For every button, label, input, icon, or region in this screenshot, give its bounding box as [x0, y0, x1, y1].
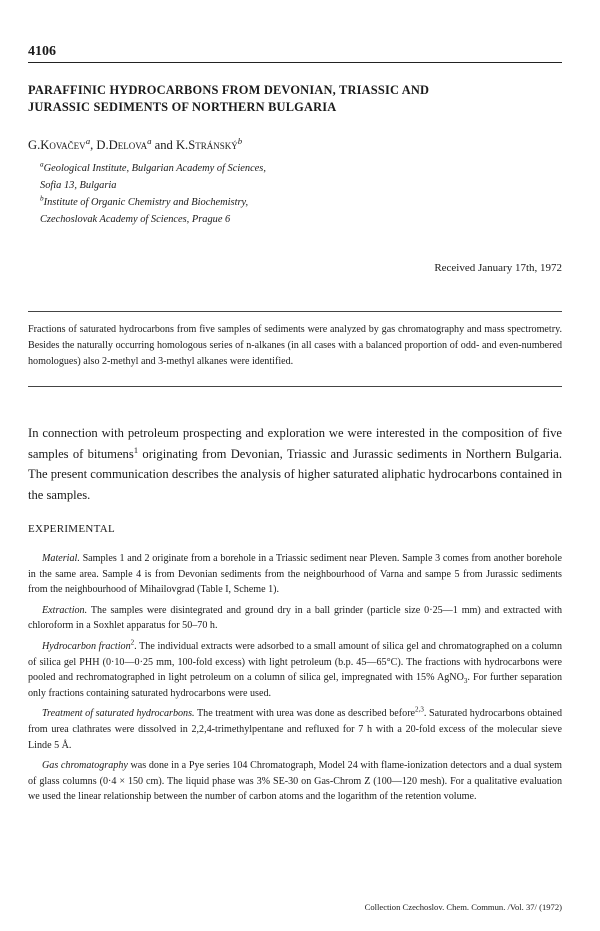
- author-2-mark: a: [147, 135, 152, 146]
- paragraph-treatment: Treatment of saturated hydrocarbons. The treatment with urea was done as described before$^{2,3}$. Saturated hydrocarbons obtained from urea clathrates were dissolved in 2,2,4-trimethylpentane and refluxed for 7 h with a 20-fold excess of the molecular sieve Linde 5 Å.: [28, 705, 562, 751]
- author-delova: D.Delova: [96, 138, 148, 152]
- citation-1: 1: [133, 444, 139, 455]
- affiliation-b-line-1: $^b$Institute of Organic Chemistry and Biochemistry,: [40, 194, 249, 208]
- author-1-mark: a: [85, 135, 91, 146]
- header-rule: [28, 62, 562, 63]
- abstract-rule-bottom: [28, 386, 562, 387]
- article-title: [28, 82, 568, 116]
- experimental-body: [28, 551, 562, 810]
- author-separator-2: and: [151, 138, 176, 152]
- agno3-subscript: 3: [463, 677, 468, 686]
- title-line-2: JURASSIC SEDIMENTS OF NORTHERN BULGARIA: [28, 100, 337, 114]
- author-stransky: K.Stránský: [175, 138, 238, 152]
- citation-2-3: 2,3: [415, 705, 424, 714]
- abstract-rule-top: [28, 311, 562, 312]
- journal-footer: Collection Czechoslov. Chem. Commun. /Vol. 37/ (1972): [364, 902, 562, 912]
- paragraph-extraction: Extraction. The samples were disintegrated and ground dry in a ball grinder (particle size 0·25—1 mm) and extracted with chloroform in a Soxhlet apparatus for 50–70 h.: [28, 604, 562, 632]
- paragraph-hydrocarbon-fraction: Hydrocarbon fraction$^2$. The individual extracts were adsorbed to a small amount of silica gel and chromatographed on a column of silica gel PHH (0·10—0·25 mm, 100-fold excess) with light petroleum (b.p. 45—65°C). The fractions with hydrocarbons were pooled and rechromatographed in light petroleum on a column of silica gel, impregnated with 15% AgNO$_3$. For further separation only fractions containing saturated hydrocarbons were used.: [28, 638, 562, 699]
- affiliation-a-line-2: Sofia 13, Bulgaria: [40, 180, 117, 191]
- introduction: In connection with petroleum prospecting and exploration we were interested in the composition of five samples of bitumens$^1$ originating from Devonian, Triassic and Jurassic sediments in Northern Bulgaria. The present communication describes the analysis of higher saturated aliphatic hydrocarbons contained in the samples.: [28, 426, 562, 502]
- title-line-1: PARAFFINIC HYDROCARBONS FROM DEVONIAN, TRIASSIC AND: [28, 83, 430, 97]
- paragraph-gas-chromatography: Gas chromatography was done in a Pye series 104 Chromatograph, Model 24 with flame-ionization detectors and a dual system of glass columns (0·4 × 150 cm). The liquid phase was 3% SE-30 on Gas-Chrom Z (100—120 mesh). For a qualitative evaluation we used the linear relationship between the number of carbon atoms and the logarithm of the retention volume.: [28, 760, 562, 803]
- received-date: Received January 17th, 1972: [434, 262, 562, 274]
- author-3-mark: b: [237, 135, 243, 146]
- affiliation-b-mark: b: [40, 194, 44, 203]
- author-kovacev: G.Kovačev: [28, 138, 86, 152]
- affiliation-b-line-2: Czechoslovak Academy of Sciences, Prague 6: [40, 214, 231, 225]
- paragraph-material: Material. Samples 1 and 2 originate from a borehole in a Triassic sediment near Pleven. Sample 3 comes from another borehole in the same area. Sample 4 is from Devonian sediments from the neighbourhood of Varna and sampe 5 from Jurassic sediments from the neighbourhood of Mihailovgrad (Table I, Scheme 1).: [28, 553, 562, 596]
- affiliation-a-line-1: $^a$Geological Institute, Bulgarian Academy of Sciences,: [40, 160, 266, 174]
- section-heading: EXPERIMENTAL: [28, 523, 116, 535]
- affiliations: [40, 160, 266, 228]
- author-list: [28, 135, 243, 153]
- citation-2: 2: [130, 638, 135, 647]
- author-separator-1: ,: [90, 138, 97, 152]
- affiliation-a-mark: a: [40, 160, 44, 169]
- abstract: Fractions of saturated hydrocarbons from five samples of sediments were analyzed by gas chromatography and mass spectrometry. Besides the naturally occurring homologous series of n-alkanes (in all cases with a balanced proportion of odd- and even-numbered homologues) also 2-methyl and 3-methyl alkanes were identified.: [28, 324, 562, 367]
- page-number: 4106: [28, 44, 56, 59]
